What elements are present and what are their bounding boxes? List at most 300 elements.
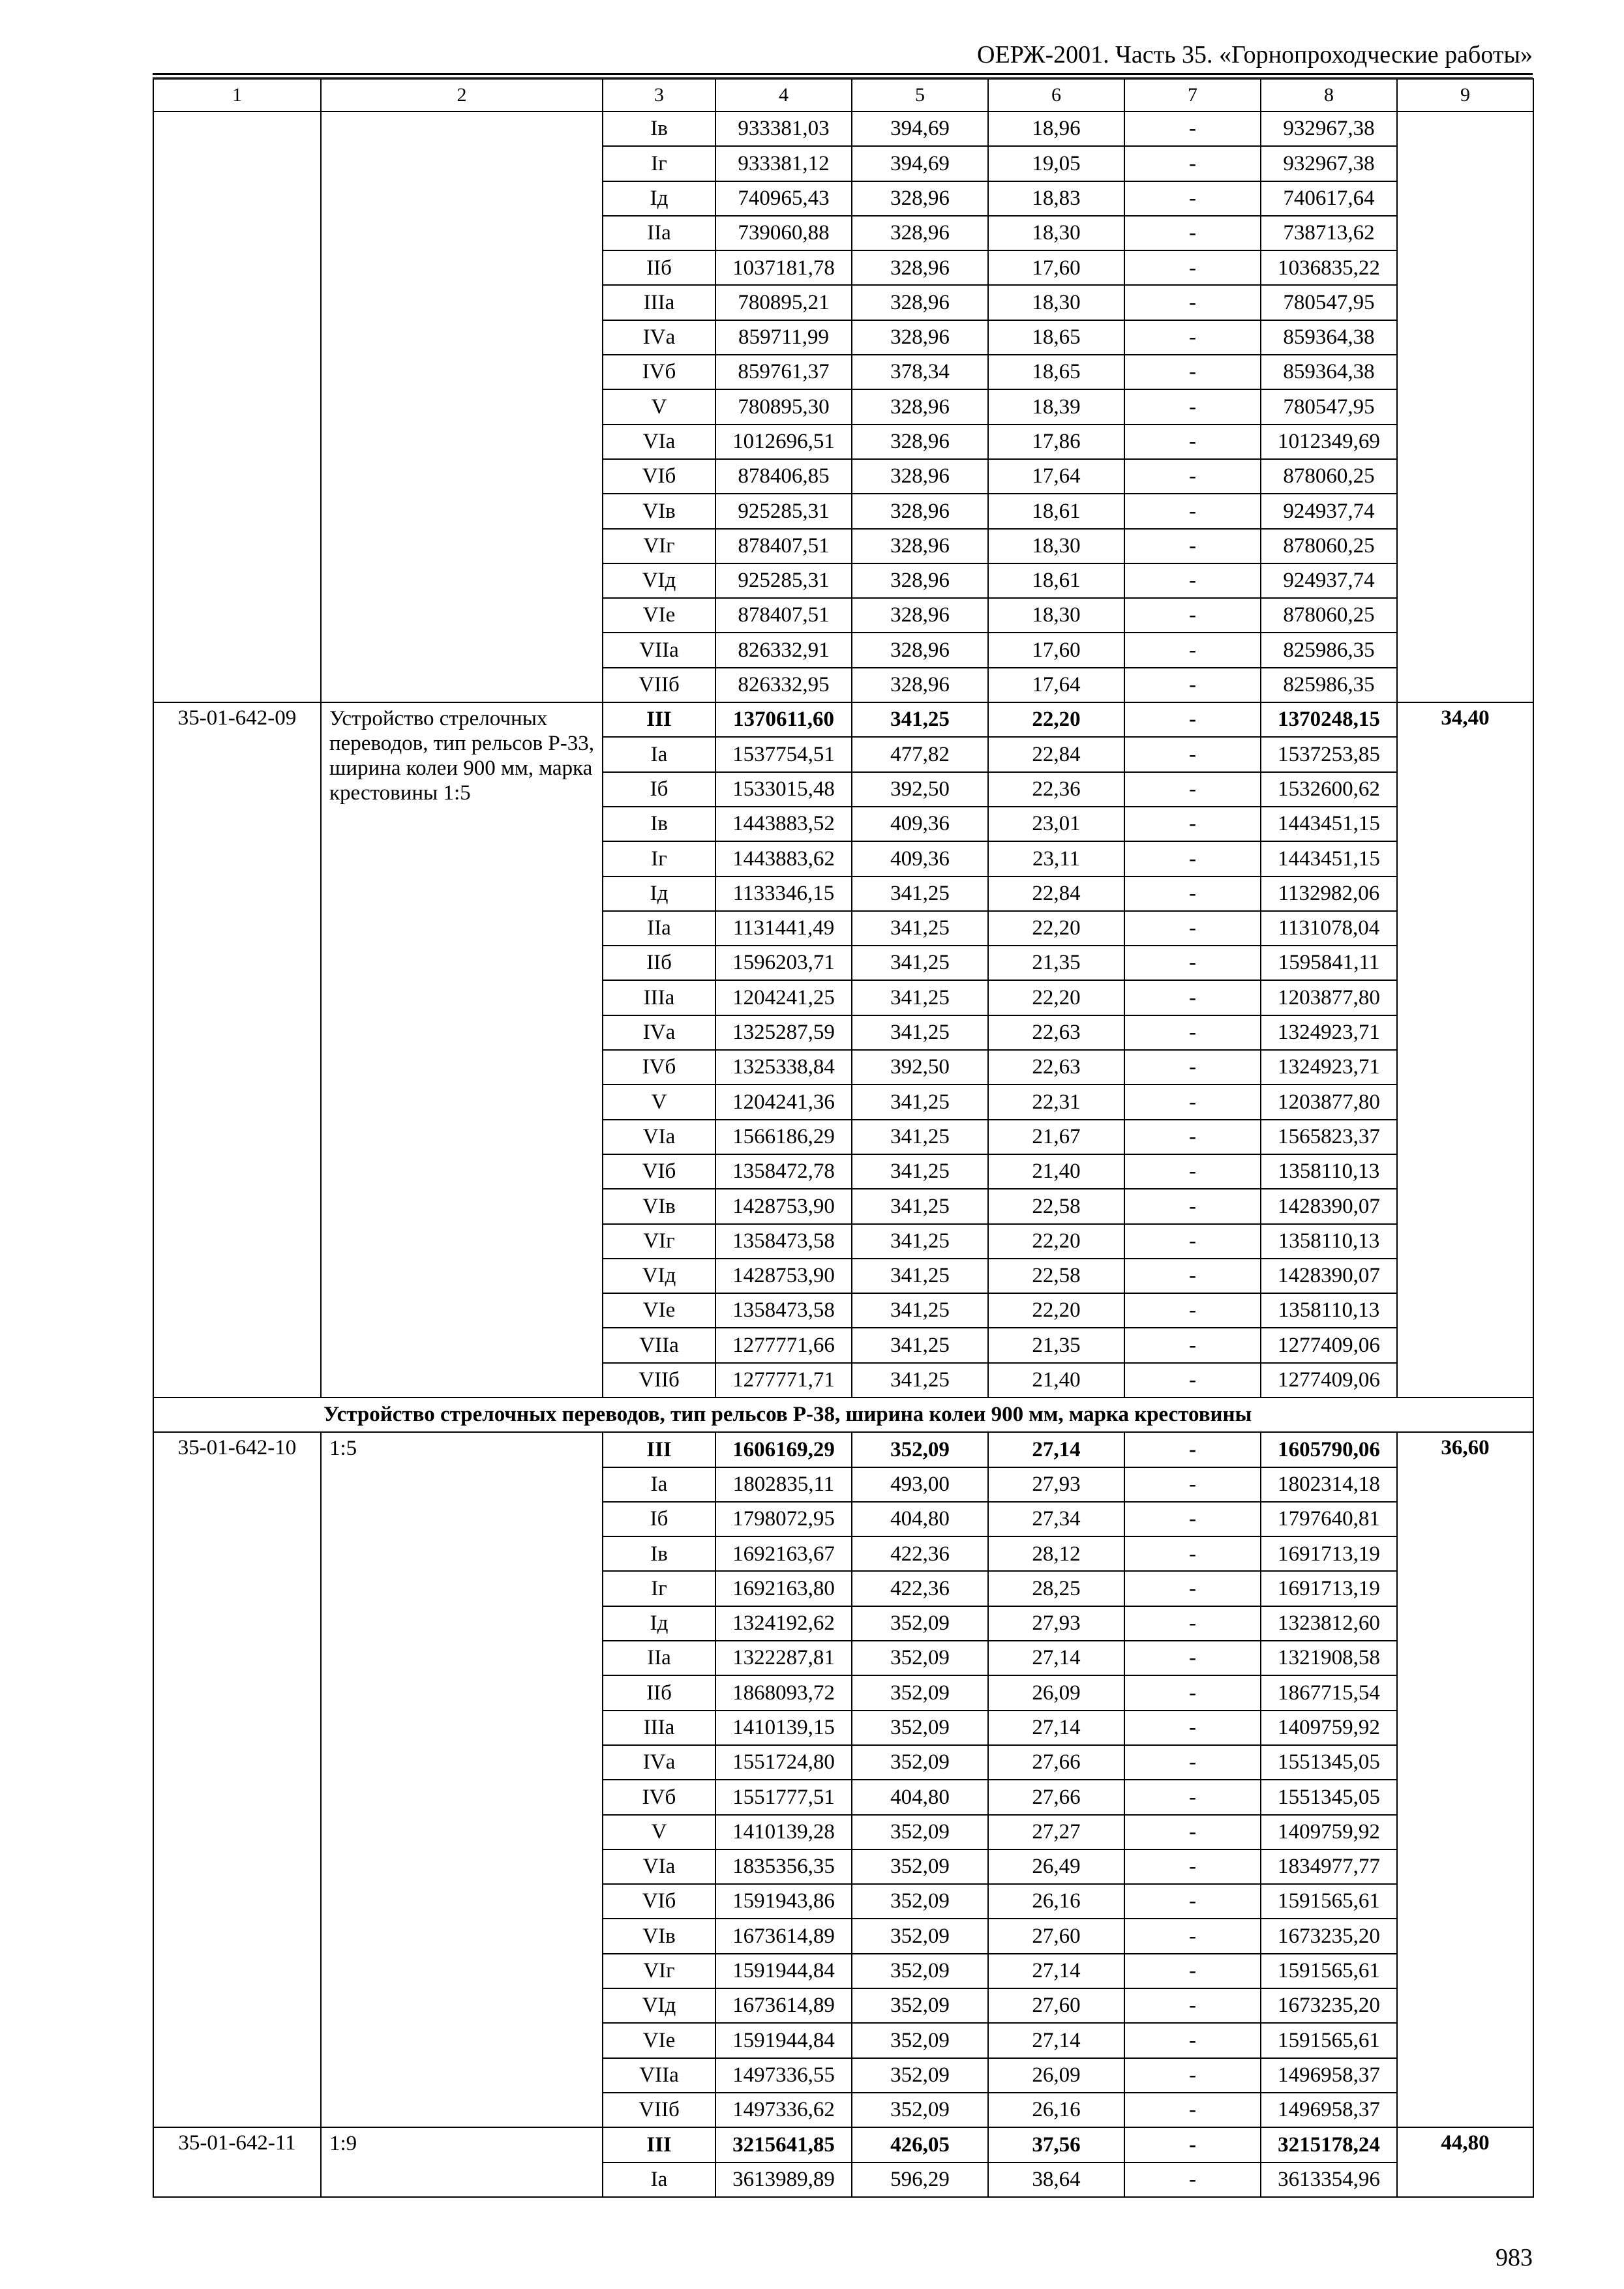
- zone-cell: Iд: [603, 1606, 715, 1641]
- materials-cell: 1591565,61: [1261, 1884, 1397, 1919]
- zone-cell: IIIа: [603, 285, 715, 320]
- machinery-cell: 17,86: [988, 425, 1124, 459]
- total-cost-cell: 1277771,71: [715, 1363, 852, 1398]
- driver-wages-cell: -: [1124, 946, 1261, 980]
- materials-cell: 1321908,58: [1261, 1641, 1397, 1675]
- wages-cell: 352,09: [852, 2093, 988, 2127]
- total-cost-cell: 1443883,62: [715, 841, 852, 876]
- machinery-cell: 22,31: [988, 1085, 1124, 1119]
- total-cost-cell: 1443883,52: [715, 807, 852, 841]
- materials-cell: 825986,35: [1261, 668, 1397, 702]
- machinery-cell: 18,61: [988, 563, 1124, 598]
- wages-cell: 328,96: [852, 494, 988, 528]
- item-code: 35-01-642-10: [153, 1432, 321, 2127]
- zone-cell: IIIа: [603, 980, 715, 1015]
- machinery-cell: 22,84: [988, 737, 1124, 771]
- materials-cell: 1496958,37: [1261, 2093, 1397, 2127]
- total-cost-cell: 1868093,72: [715, 1675, 852, 1710]
- machinery-cell: 22,58: [988, 1259, 1124, 1293]
- table-row: [153, 702, 1533, 737]
- machinery-cell: 18,30: [988, 529, 1124, 563]
- machinery-cell: 26,09: [988, 2058, 1124, 2093]
- materials-cell: 1203877,80: [1261, 1085, 1397, 1119]
- materials-cell: 1409759,92: [1261, 1815, 1397, 1849]
- materials-cell: 1324923,71: [1261, 1050, 1397, 1085]
- driver-wages-cell: -: [1124, 355, 1261, 389]
- total-cost-cell: 1358473,58: [715, 1224, 852, 1259]
- wages-cell: 352,09: [852, 1988, 988, 2023]
- table-row: [153, 2127, 1533, 2162]
- machinery-cell: 17,64: [988, 668, 1124, 702]
- total-cost-cell: 1410139,28: [715, 1815, 852, 1849]
- machinery-cell: 18,30: [988, 598, 1124, 633]
- zone-cell: IVа: [603, 1745, 715, 1780]
- total-cost-cell: 780895,30: [715, 389, 852, 424]
- total-cost-cell: 1370611,60: [715, 702, 852, 737]
- rate-cell: 34,40: [1397, 702, 1533, 1398]
- materials-cell: 878060,25: [1261, 529, 1397, 563]
- zone-cell: IIа: [603, 911, 715, 946]
- driver-wages-cell: -: [1124, 737, 1261, 771]
- zone-cell: VIIа: [603, 633, 715, 667]
- wages-cell: 422,36: [852, 1571, 988, 1606]
- driver-wages-cell: -: [1124, 1467, 1261, 1502]
- total-cost-cell: 739060,88: [715, 216, 852, 250]
- materials-cell: 1277409,06: [1261, 1328, 1397, 1362]
- zone-cell: VIв: [603, 494, 715, 528]
- machinery-cell: 22,63: [988, 1050, 1124, 1085]
- zone-cell: Iб: [603, 1502, 715, 1536]
- driver-wages-cell: -: [1124, 459, 1261, 494]
- machinery-cell: 18,30: [988, 216, 1124, 250]
- materials-cell: 825986,35: [1261, 633, 1397, 667]
- machinery-cell: 27,14: [988, 1432, 1124, 1467]
- materials-cell: 932967,38: [1261, 112, 1397, 146]
- total-cost-cell: 925285,31: [715, 563, 852, 598]
- zone-cell: VIд: [603, 1259, 715, 1293]
- materials-cell: 1358110,13: [1261, 1224, 1397, 1259]
- zone-cell: Iд: [603, 181, 715, 216]
- total-cost-cell: 1204241,25: [715, 980, 852, 1015]
- column-number: 3: [603, 79, 715, 112]
- machinery-cell: 22,58: [988, 1189, 1124, 1223]
- machinery-cell: 26,49: [988, 1849, 1124, 1884]
- item-code: 35-01-642-11: [153, 2127, 321, 2197]
- driver-wages-cell: -: [1124, 425, 1261, 459]
- materials-cell: 1277409,06: [1261, 1363, 1397, 1398]
- zone-cell: VIд: [603, 1988, 715, 2023]
- total-cost-cell: 1325287,59: [715, 1015, 852, 1050]
- machinery-cell: 28,25: [988, 1571, 1124, 1606]
- zone-cell: VIе: [603, 2023, 715, 2057]
- document-title: ОЕРЖ-2001. Часть 35. «Горнопроходческие работы»: [977, 41, 1533, 68]
- total-cost-cell: 1566186,29: [715, 1120, 852, 1154]
- zone-cell: Iб: [603, 772, 715, 807]
- total-cost-cell: 1673614,89: [715, 1988, 852, 2023]
- machinery-cell: 22,20: [988, 1224, 1124, 1259]
- wages-cell: 409,36: [852, 807, 988, 841]
- materials-cell: 878060,25: [1261, 459, 1397, 494]
- materials-cell: 1203877,80: [1261, 980, 1397, 1015]
- wages-cell: 352,09: [852, 1745, 988, 1780]
- wages-cell: 394,69: [852, 146, 988, 181]
- machinery-cell: 17,60: [988, 633, 1124, 667]
- machinery-cell: 27,66: [988, 1745, 1124, 1780]
- total-cost-cell: 1322287,81: [715, 1641, 852, 1675]
- machinery-cell: 26,09: [988, 1675, 1124, 1710]
- wages-cell: 328,96: [852, 529, 988, 563]
- wages-cell: 328,96: [852, 285, 988, 320]
- wages-cell: 341,25: [852, 1015, 988, 1050]
- driver-wages-cell: -: [1124, 529, 1261, 563]
- wages-cell: 352,09: [852, 1606, 988, 1641]
- machinery-cell: 27,60: [988, 1988, 1124, 2023]
- driver-wages-cell: -: [1124, 1536, 1261, 1571]
- wages-cell: 422,36: [852, 1536, 988, 1571]
- machinery-cell: 21,35: [988, 1328, 1124, 1362]
- driver-wages-cell: -: [1124, 1085, 1261, 1119]
- wages-cell: 328,96: [852, 389, 988, 424]
- materials-cell: 1496958,37: [1261, 2058, 1397, 2093]
- column-number: 1: [153, 79, 321, 112]
- wages-cell: 352,09: [852, 2058, 988, 2093]
- total-cost-cell: 1428753,90: [715, 1259, 852, 1293]
- materials-cell: 1673235,20: [1261, 1988, 1397, 2023]
- zone-cell: VIIа: [603, 2058, 715, 2093]
- machinery-cell: 27,27: [988, 1815, 1124, 1849]
- total-cost-cell: 1131441,49: [715, 911, 852, 946]
- zone-cell: Iв: [603, 112, 715, 146]
- driver-wages-cell: -: [1124, 1224, 1261, 1259]
- total-cost-cell: 878407,51: [715, 529, 852, 563]
- total-cost-cell: 1497336,55: [715, 2058, 852, 2093]
- driver-wages-cell: -: [1124, 911, 1261, 946]
- wages-cell: 352,09: [852, 1815, 988, 1849]
- machinery-cell: 27,93: [988, 1606, 1124, 1641]
- materials-cell: 1132982,06: [1261, 876, 1397, 911]
- materials-cell: 1797640,81: [1261, 1502, 1397, 1536]
- materials-cell: 1605790,06: [1261, 1432, 1397, 1467]
- wages-cell: 341,25: [852, 1224, 988, 1259]
- total-cost-cell: 859761,37: [715, 355, 852, 389]
- driver-wages-cell: -: [1124, 1120, 1261, 1154]
- materials-cell: 1428390,07: [1261, 1259, 1397, 1293]
- driver-wages-cell: -: [1124, 494, 1261, 528]
- total-cost-cell: 1692163,67: [715, 1536, 852, 1571]
- item-code: [153, 112, 321, 702]
- machinery-cell: 38,64: [988, 2162, 1124, 2197]
- total-cost-cell: 1798072,95: [715, 1502, 852, 1536]
- table-row: [153, 112, 1533, 146]
- driver-wages-cell: -: [1124, 2127, 1261, 2162]
- wages-cell: 328,96: [852, 181, 988, 216]
- total-cost-cell: 1537754,51: [715, 737, 852, 771]
- total-cost-cell: 878406,85: [715, 459, 852, 494]
- machinery-cell: 27,14: [988, 1641, 1124, 1675]
- materials-cell: 1551345,05: [1261, 1745, 1397, 1780]
- zone-cell: IIа: [603, 1641, 715, 1675]
- materials-cell: 1370248,15: [1261, 702, 1397, 737]
- driver-wages-cell: -: [1124, 1780, 1261, 1814]
- item-name: 1:9: [321, 2127, 603, 2197]
- zone-cell: VIг: [603, 1224, 715, 1259]
- driver-wages-cell: -: [1124, 1919, 1261, 1953]
- driver-wages-cell: -: [1124, 181, 1261, 216]
- zone-cell: III: [603, 2127, 715, 2162]
- zone-cell: III: [603, 1432, 715, 1467]
- item-code: 35-01-642-09: [153, 702, 321, 1398]
- zone-cell: IIб: [603, 250, 715, 285]
- total-cost-cell: 1358473,58: [715, 1293, 852, 1328]
- materials-cell: 780547,95: [1261, 285, 1397, 320]
- driver-wages-cell: -: [1124, 2058, 1261, 2093]
- driver-wages-cell: -: [1124, 1849, 1261, 1884]
- total-cost-cell: 1277771,66: [715, 1328, 852, 1362]
- wages-cell: 341,25: [852, 946, 988, 980]
- driver-wages-cell: -: [1124, 563, 1261, 598]
- wages-cell: 341,25: [852, 1259, 988, 1293]
- driver-wages-cell: -: [1124, 2093, 1261, 2127]
- materials-cell: 738713,62: [1261, 216, 1397, 250]
- wages-cell: 341,25: [852, 911, 988, 946]
- materials-cell: 1131078,04: [1261, 911, 1397, 946]
- zone-cell: IIа: [603, 216, 715, 250]
- wages-cell: 341,25: [852, 1293, 988, 1328]
- zone-cell: IVб: [603, 355, 715, 389]
- total-cost-cell: 1591944,84: [715, 2023, 852, 2057]
- zone-cell: III: [603, 702, 715, 737]
- materials-cell: 1867715,54: [1261, 1675, 1397, 1710]
- rate-cell: 44,80: [1397, 2127, 1533, 2197]
- driver-wages-cell: -: [1124, 112, 1261, 146]
- wages-cell: 328,96: [852, 598, 988, 633]
- driver-wages-cell: -: [1124, 2023, 1261, 2057]
- zone-cell: IIIа: [603, 1711, 715, 1745]
- wages-cell: 352,09: [852, 1884, 988, 1919]
- wages-cell: 378,34: [852, 355, 988, 389]
- total-cost-cell: 3613989,89: [715, 2162, 852, 2197]
- driver-wages-cell: -: [1124, 216, 1261, 250]
- zone-cell: VIа: [603, 1849, 715, 1884]
- machinery-cell: 18,30: [988, 285, 1124, 320]
- materials-cell: 1443451,15: [1261, 841, 1397, 876]
- machinery-cell: 21,40: [988, 1154, 1124, 1189]
- machinery-cell: 27,14: [988, 1954, 1124, 1988]
- total-cost-cell: 1133346,15: [715, 876, 852, 911]
- wages-cell: 352,09: [852, 1919, 988, 1953]
- total-cost-cell: 1358472,78: [715, 1154, 852, 1189]
- zone-cell: IVа: [603, 1015, 715, 1050]
- machinery-cell: 26,16: [988, 2093, 1124, 2127]
- zone-cell: VIб: [603, 459, 715, 494]
- total-cost-cell: 1802835,11: [715, 1467, 852, 1502]
- machinery-cell: 22,84: [988, 876, 1124, 911]
- wages-cell: 341,25: [852, 1120, 988, 1154]
- materials-cell: 1443451,15: [1261, 807, 1397, 841]
- header-rule-thin: [153, 77, 1533, 78]
- zone-cell: VIе: [603, 1293, 715, 1328]
- total-cost-cell: 1037181,78: [715, 250, 852, 285]
- machinery-cell: 21,40: [988, 1363, 1124, 1398]
- header-rule: [153, 73, 1533, 75]
- section-heading-row: [153, 1398, 1533, 1432]
- driver-wages-cell: -: [1124, 250, 1261, 285]
- driver-wages-cell: -: [1124, 1502, 1261, 1536]
- machinery-cell: 18,61: [988, 494, 1124, 528]
- wages-cell: 341,25: [852, 876, 988, 911]
- wages-cell: 328,96: [852, 563, 988, 598]
- wages-cell: 341,25: [852, 1328, 988, 1362]
- driver-wages-cell: -: [1124, 1189, 1261, 1223]
- machinery-cell: 22,20: [988, 911, 1124, 946]
- total-cost-cell: 1497336,62: [715, 2093, 852, 2127]
- column-number: 8: [1261, 79, 1397, 112]
- materials-cell: 1595841,11: [1261, 946, 1397, 980]
- materials-cell: 1036835,22: [1261, 250, 1397, 285]
- materials-cell: 932967,38: [1261, 146, 1397, 181]
- total-cost-cell: 925285,31: [715, 494, 852, 528]
- zone-cell: VIд: [603, 563, 715, 598]
- zone-cell: Iд: [603, 876, 715, 911]
- machinery-cell: 21,67: [988, 1120, 1124, 1154]
- driver-wages-cell: -: [1124, 2162, 1261, 2197]
- zone-cell: Iг: [603, 146, 715, 181]
- materials-cell: 1324923,71: [1261, 1015, 1397, 1050]
- zone-cell: IVб: [603, 1780, 715, 1814]
- column-number-row: [153, 79, 1533, 112]
- driver-wages-cell: -: [1124, 1884, 1261, 1919]
- machinery-cell: 22,20: [988, 702, 1124, 737]
- machinery-cell: 22,63: [988, 1015, 1124, 1050]
- zone-cell: V: [603, 1085, 715, 1119]
- machinery-cell: 18,65: [988, 355, 1124, 389]
- rates-table-body: [153, 79, 1533, 2197]
- wages-cell: 404,80: [852, 1780, 988, 1814]
- materials-cell: 924937,74: [1261, 494, 1397, 528]
- total-cost-cell: 1596203,71: [715, 946, 852, 980]
- zone-cell: VIв: [603, 1919, 715, 1953]
- driver-wages-cell: -: [1124, 1606, 1261, 1641]
- wages-cell: 352,09: [852, 1675, 988, 1710]
- driver-wages-cell: -: [1124, 146, 1261, 181]
- driver-wages-cell: -: [1124, 1815, 1261, 1849]
- materials-cell: 878060,25: [1261, 598, 1397, 633]
- driver-wages-cell: -: [1124, 1641, 1261, 1675]
- materials-cell: 1537253,85: [1261, 737, 1397, 771]
- total-cost-cell: 1324192,62: [715, 1606, 852, 1641]
- materials-cell: 740617,64: [1261, 181, 1397, 216]
- machinery-cell: 17,64: [988, 459, 1124, 494]
- zone-cell: Iв: [603, 807, 715, 841]
- driver-wages-cell: -: [1124, 1988, 1261, 2023]
- materials-cell: 1532600,62: [1261, 772, 1397, 807]
- total-cost-cell: 1591943,86: [715, 1884, 852, 1919]
- machinery-cell: 27,14: [988, 2023, 1124, 2057]
- machinery-cell: 27,93: [988, 1467, 1124, 1502]
- materials-cell: 3215178,24: [1261, 2127, 1397, 2162]
- driver-wages-cell: -: [1124, 1571, 1261, 1606]
- total-cost-cell: 933381,12: [715, 146, 852, 181]
- machinery-cell: 19,05: [988, 146, 1124, 181]
- zone-cell: Iг: [603, 841, 715, 876]
- machinery-cell: 18,96: [988, 112, 1124, 146]
- rates-table: [153, 78, 1534, 2198]
- wages-cell: 341,25: [852, 1363, 988, 1398]
- machinery-cell: 22,20: [988, 980, 1124, 1015]
- materials-cell: 1358110,13: [1261, 1154, 1397, 1189]
- driver-wages-cell: -: [1124, 1711, 1261, 1745]
- driver-wages-cell: -: [1124, 807, 1261, 841]
- driver-wages-cell: -: [1124, 285, 1261, 320]
- total-cost-cell: 933381,03: [715, 112, 852, 146]
- zone-cell: V: [603, 389, 715, 424]
- driver-wages-cell: -: [1124, 1328, 1261, 1362]
- column-number: 9: [1397, 79, 1533, 112]
- materials-cell: 924937,74: [1261, 563, 1397, 598]
- wages-cell: 352,09: [852, 2023, 988, 2057]
- materials-cell: 1691713,19: [1261, 1536, 1397, 1571]
- total-cost-cell: 859711,99: [715, 320, 852, 355]
- wages-cell: 328,96: [852, 633, 988, 667]
- total-cost-cell: 1551777,51: [715, 1780, 852, 1814]
- driver-wages-cell: -: [1124, 1432, 1261, 1467]
- driver-wages-cell: -: [1124, 1154, 1261, 1189]
- wages-cell: 392,50: [852, 1050, 988, 1085]
- machinery-cell: 18,65: [988, 320, 1124, 355]
- wages-cell: 328,96: [852, 459, 988, 494]
- zone-cell: VIIб: [603, 2093, 715, 2127]
- zone-cell: V: [603, 1815, 715, 1849]
- machinery-cell: 28,12: [988, 1536, 1124, 1571]
- total-cost-cell: 878407,51: [715, 598, 852, 633]
- driver-wages-cell: -: [1124, 1050, 1261, 1085]
- driver-wages-cell: -: [1124, 1745, 1261, 1780]
- page-number: 983: [1496, 2244, 1533, 2271]
- zone-cell: VIа: [603, 1120, 715, 1154]
- driver-wages-cell: -: [1124, 633, 1261, 667]
- materials-cell: 3613354,96: [1261, 2162, 1397, 2197]
- zone-cell: VIб: [603, 1884, 715, 1919]
- column-number: 7: [1124, 79, 1261, 112]
- machinery-cell: 22,36: [988, 772, 1124, 807]
- column-number: 6: [988, 79, 1124, 112]
- wages-cell: 409,36: [852, 841, 988, 876]
- total-cost-cell: 1673614,89: [715, 1919, 852, 1953]
- wages-cell: 328,96: [852, 320, 988, 355]
- total-cost-cell: 740965,43: [715, 181, 852, 216]
- wages-cell: 341,25: [852, 1085, 988, 1119]
- driver-wages-cell: -: [1124, 980, 1261, 1015]
- zone-cell: VIIб: [603, 668, 715, 702]
- wages-cell: 404,80: [852, 1502, 988, 1536]
- total-cost-cell: 3215641,85: [715, 2127, 852, 2162]
- driver-wages-cell: -: [1124, 1954, 1261, 1988]
- zone-cell: IIб: [603, 1675, 715, 1710]
- driver-wages-cell: -: [1124, 1675, 1261, 1710]
- machinery-cell: 27,14: [988, 1711, 1124, 1745]
- machinery-cell: 23,11: [988, 841, 1124, 876]
- wages-cell: 352,09: [852, 1432, 988, 1467]
- total-cost-cell: 780895,21: [715, 285, 852, 320]
- column-number: 2: [321, 79, 603, 112]
- wages-cell: 328,96: [852, 216, 988, 250]
- zone-cell: VIб: [603, 1154, 715, 1189]
- materials-cell: 859364,38: [1261, 355, 1397, 389]
- item-name: [321, 112, 603, 702]
- total-cost-cell: 826332,95: [715, 668, 852, 702]
- wages-cell: 352,09: [852, 1711, 988, 1745]
- table-row: [153, 1432, 1533, 1467]
